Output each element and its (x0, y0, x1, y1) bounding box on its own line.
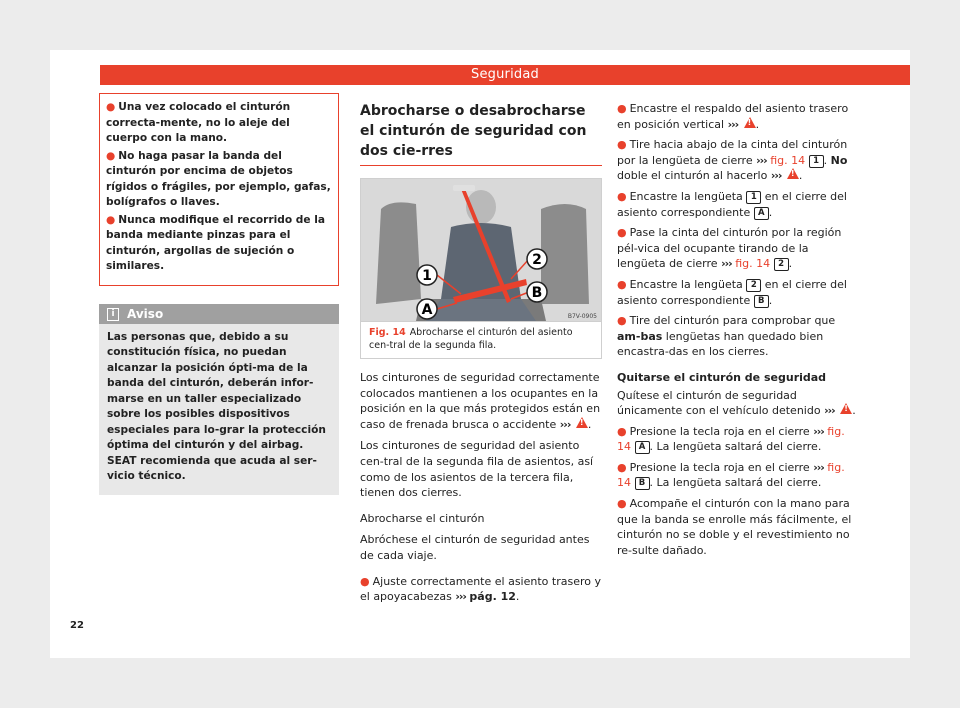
bullet-icon: ● (617, 102, 627, 115)
bullet-icon: ● (617, 226, 627, 240)
badge-2: 2 (746, 279, 761, 292)
belt-anchor (453, 185, 475, 191)
bullet-icon: ● (617, 277, 627, 291)
bullet-icon: ● (617, 314, 627, 328)
badge-a: A (635, 441, 650, 454)
figure-caption: Fig. 14 Abrocharse el cinturón del asiento cen-tral de la segunda fila. (361, 321, 601, 358)
list-item: ● Encastre la lengüeta 1 en el cierre del asiento correspondiente A . (617, 189, 847, 219)
warning-triangle-icon (576, 417, 588, 428)
bullet-icon: ● (106, 101, 116, 113)
aviso-header (99, 304, 339, 324)
right-seat-shape (541, 204, 589, 304)
paragraph: Los cinturones de seguridad correctamente colocados mantienen a los ocupantes en la posición en la que más protegidos están en caso de frenada brusca o accidente ››› ! . (360, 370, 602, 432)
page-number: 22 (70, 620, 84, 631)
list-item: ● Encastre el respaldo del asiento trasero en posición vertical ››› ! . (617, 101, 860, 132)
manual-page (50, 50, 910, 658)
list-item: ● Tire hacia abajo de la cinta del cinturón por la lengüeta de cierre ››› fig. 14 1 . No doble el cinturón al hacerlo ››› ! . (617, 137, 860, 184)
bullet-icon: ● (106, 149, 116, 162)
figure-reference: fig. 14 (617, 460, 845, 490)
list-item: ● Presione la tecla roja en el cierre ››› fig. 14 A . La lengüeta saltará del cierre. (617, 424, 845, 454)
list-item: ● Ajuste correctamente el asiento trasero y el apoyacabezas ››› pág. 12. (360, 574, 601, 604)
aviso-title: Aviso (127, 306, 164, 321)
figure-reference: fig. 14 (770, 153, 806, 167)
aviso-body: Las personas que, debido a su constitución física, no puedan alcanzar la posición ópti-ma de la banda del cinturón, deberán infor-marse en un taller especializado sobre los posibles dispositivos especiales para lo-grar la protección óptima del cinturón y del airbag. SEAT recomienda que acuda al ser-vicio técnico. (107, 330, 326, 482)
callout-2-label: 2 (532, 252, 542, 268)
page-reference: pág. 12 (469, 590, 516, 604)
bullet-icon: ● (617, 497, 627, 511)
bullet-icon: ● (617, 424, 627, 438)
column-left (99, 93, 339, 495)
section-title: Abrocharse o desabrocharse el cinturón de seguridad con dos cie-rres (360, 101, 602, 166)
paragraph: Abróchese el cinturón de seguridad antes de cada viaje. (360, 533, 590, 562)
badge-b: B (635, 477, 650, 490)
callout-b-label: B (531, 285, 543, 301)
warning-item: ● Una vez colocado el cinturón correcta-mente, no lo aleje del cuerpo con la mano. (106, 101, 291, 144)
section-header-bar: Seguridad (100, 65, 910, 85)
warning-item: ● Nunca modifique el recorrido de la banda mediante pinzas para el cinturón, argollas de sujeción o similares. (106, 213, 326, 272)
badge-a: A (754, 207, 769, 220)
subheading: Abrocharse el cinturón (360, 511, 485, 525)
legs-shape (426, 299, 536, 321)
callout-a-label: A (421, 302, 433, 318)
left-seat-shape (376, 202, 421, 304)
figure-code: B7V-0905 (567, 313, 597, 320)
column-middle (360, 93, 602, 605)
bullet-icon: ● (617, 460, 627, 474)
list-item: ● Pase la cinta del cinturón por la región pél-vica del ocupante tirando de la lengüeta de cierre ››› fig. 14 2 . (617, 226, 842, 271)
bullet-icon: ● (617, 138, 627, 152)
list-item: ● Acompañe el cinturón con la mano para que la banda se enrolle más fácilmente, el cinturón no se doble y el revestimiento no re-sulte dañado. (617, 497, 852, 557)
figure-reference: fig. 14 (617, 424, 845, 454)
badge-b: B (754, 295, 769, 308)
warning-box (99, 93, 339, 286)
seatbelt-illustration (361, 179, 601, 321)
list-item: ● Tire del cinturón para comprobar que am-bas lengüetas han quedado bien encastra-das en los cierres. (617, 314, 836, 359)
callout-1-label: 1 (422, 268, 432, 284)
aviso-box (99, 304, 339, 495)
warning-triangle-icon (744, 117, 756, 128)
paragraph: Quítese el cinturón de seguridad únicamente con el vehículo detenido ››› ! . (617, 388, 860, 419)
paragraph: Los cinturones de seguridad del asiento cen-tral de la segunda fila de asientos, así como de los asientos de la tercera fila, tienen dos cierres. (360, 439, 594, 500)
figure-number: Fig. 14 (369, 327, 406, 338)
badge-2: 2 (774, 258, 789, 271)
warning-triangle-icon (840, 403, 852, 414)
figure-14 (360, 178, 602, 359)
warning-item: ● No haga pasar la banda del cinturón por encima de objetos rígidos o frágiles, por ejemplo, gafas, bolígrafos o llaves. (106, 149, 331, 208)
bullet-icon: ● (106, 213, 116, 226)
badge-1: 1 (746, 191, 761, 204)
bullet-icon: ● (617, 189, 627, 203)
bullet-icon: ● (360, 574, 370, 588)
list-item: ● Encastre la lengüeta 2 en el cierre del asiento correspondiente B . (617, 277, 847, 307)
column-right (617, 101, 860, 558)
info-icon: i (107, 308, 119, 321)
subheading: Quitarse el cinturón de seguridad (617, 370, 827, 384)
warning-triangle-icon (787, 168, 799, 179)
badge-1: 1 (809, 155, 824, 168)
figure-reference: fig. 14 (735, 257, 771, 271)
list-item: ● Presione la tecla roja en el cierre ››› fig. 14 B . La lengüeta saltará del cierre. (617, 460, 845, 490)
